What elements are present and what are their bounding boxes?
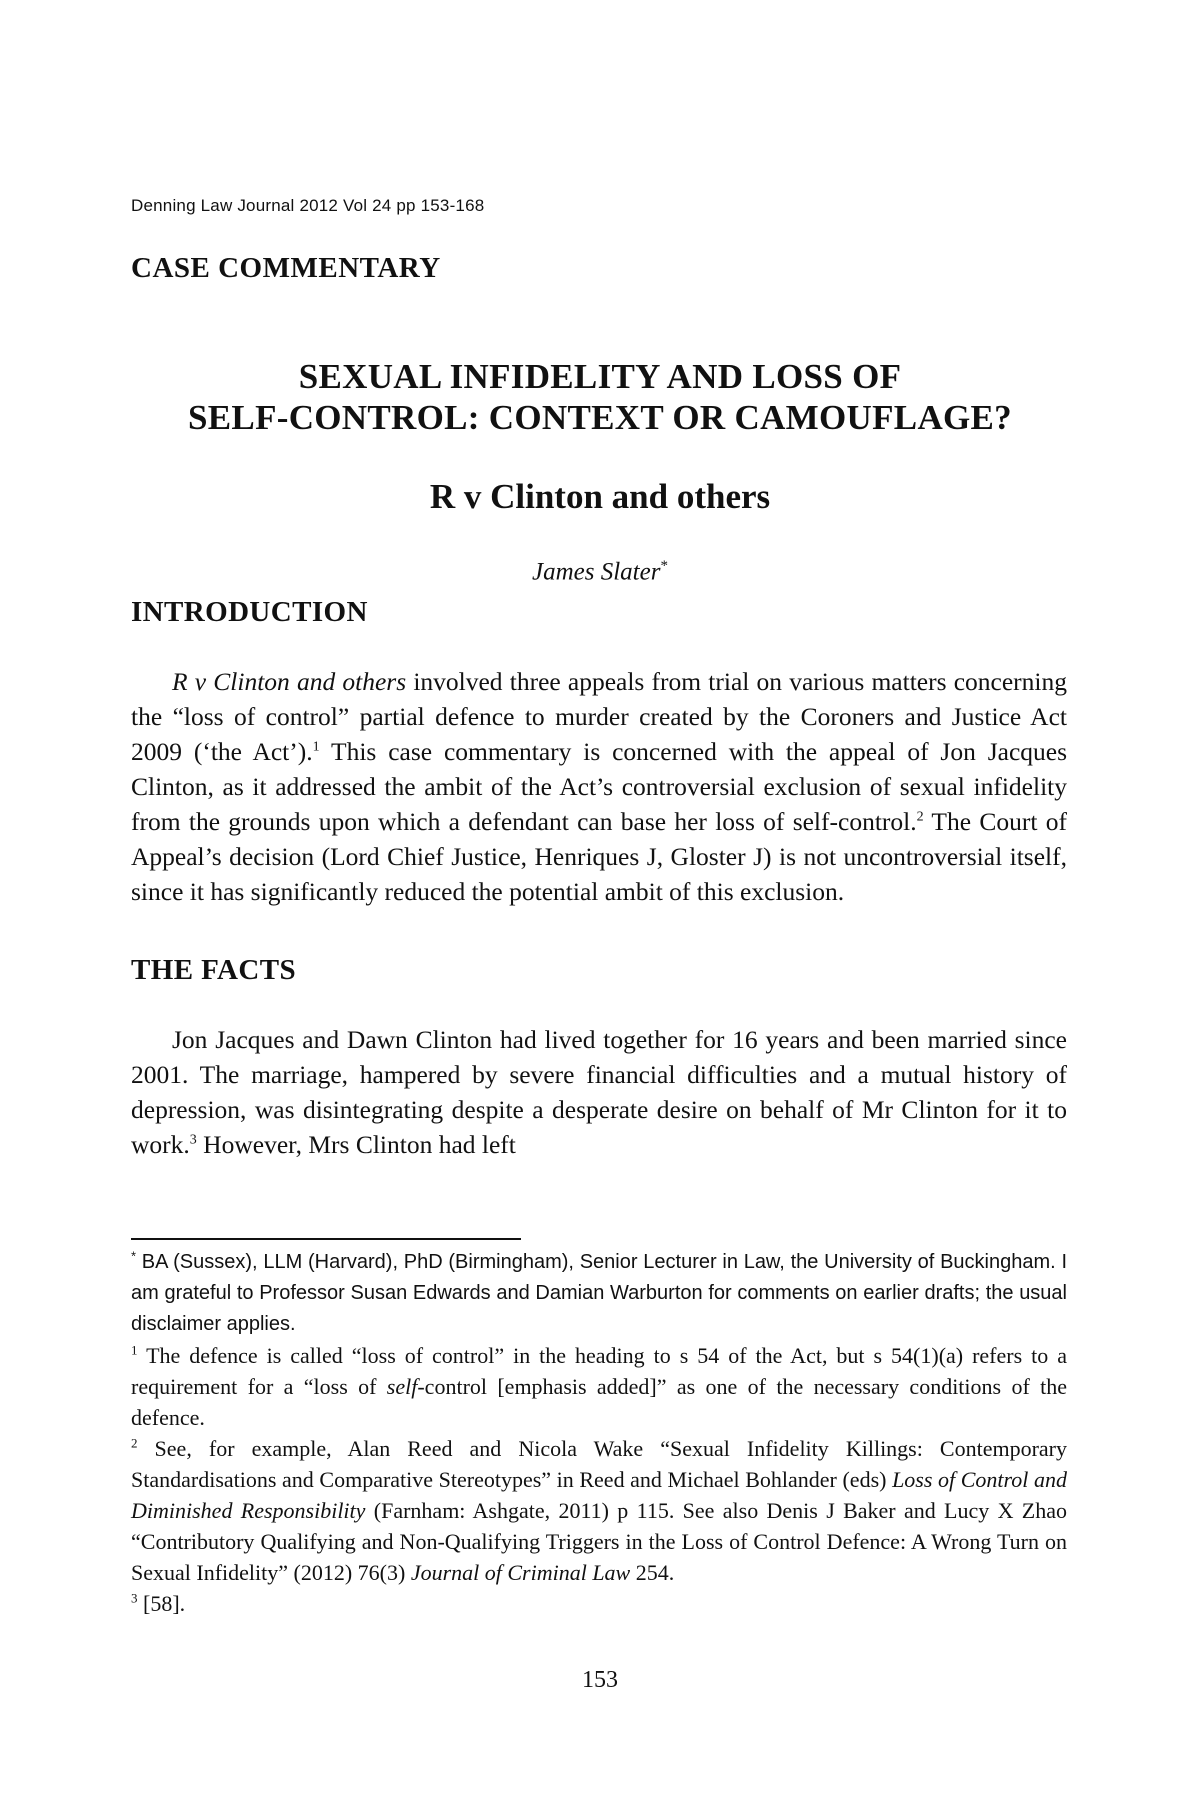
footnote-2-book-title: Loss of Control and Diminished Responsibility bbox=[131, 1467, 1067, 1523]
introduction-text-3: The Court of Appeal’s decision (Lord Chief Justice, Henriques J, Gloster J) is not uncontroversial itself, since it has significantly reduced the potential ambit of this exclusion. bbox=[131, 807, 1067, 906]
footnotes bbox=[131, 1247, 1067, 1619]
footnote-1-italic: self bbox=[386, 1374, 418, 1399]
footnote-divider bbox=[131, 1238, 521, 1240]
introduction-text-1: involved three appeals from trial on various matters concerning the “loss of control” partial defence to murder created by the Coroners and Justice Act 2009 (‘the Act’). bbox=[131, 667, 1067, 766]
running-head: Denning Law Journal 2012 Vol 24 pp 153-168 bbox=[131, 196, 485, 215]
footnote-2-text-end: 254. bbox=[630, 1560, 675, 1585]
facts-text-1: Jon Jacques and Dawn Clinton had lived together for 16 years and been married since 2001. The marriage, hampered by severe financial difficulties and a mutual history of depression, was disintegrating despite a desperate desire on behalf of Mr Clinton for it to work. bbox=[131, 1025, 1067, 1159]
author-footnote-mark: * bbox=[660, 558, 668, 574]
page-number: 153 bbox=[582, 1667, 618, 1693]
footnote-1-mark: 1 bbox=[131, 1342, 138, 1358]
footnote-star bbox=[131, 1247, 1067, 1340]
footnote-2 bbox=[131, 1433, 1067, 1588]
article-title bbox=[130, 356, 1070, 438]
case-name: R v Clinton and others bbox=[429, 477, 771, 516]
footnote-1 bbox=[131, 1340, 1067, 1433]
author-line bbox=[130, 558, 1070, 586]
introduction-paragraph bbox=[131, 664, 1067, 909]
footnote-2-journal-title: Journal of Criminal Law bbox=[410, 1560, 631, 1585]
footnote-3-text: [58]. bbox=[137, 1591, 186, 1616]
facts-paragraph bbox=[131, 1022, 1067, 1162]
footnote-2-text: See, for example, Alan Reed and Nicola Wake “Sexual Infidelity Killings: Contemporary Standardisations and Comparative Stereotypes” in Reed and Michael Bohlander (eds) bbox=[131, 1436, 1067, 1492]
footnote-2-text-mid: (Farnham: Ashgate, 2011) p 115. See also Denis J Baker and Lucy X Zhao “Contributory Qualifying and Non-Qualifying Triggers in the Loss of Control Defence: A Wrong Turn on Sexual Infidelity” (2012) 76(3) bbox=[131, 1498, 1068, 1585]
footnote-1-text-end: -control [emphasis added]” as one of the necessary conditions of the defence. bbox=[131, 1374, 1068, 1430]
footnote-2-mark: 2 bbox=[131, 1435, 138, 1451]
footnote-3-mark: 3 bbox=[131, 1590, 138, 1606]
introduction-heading: INTRODUCTION bbox=[131, 596, 368, 628]
facts-heading: THE FACTS bbox=[131, 954, 297, 986]
footnote-3 bbox=[131, 1588, 1067, 1619]
section-label: CASE COMMENTARY bbox=[131, 252, 441, 284]
author-name: James Slater bbox=[532, 558, 661, 586]
facts-text-2: However, Mrs Clinton had left bbox=[196, 1130, 516, 1159]
footnote-star-text: BA (Sussex), LLM (Harvard), PhD (Birmingham), Senior Lecturer in Law, the University of Buckingham. I am grateful to Professor Susan Edwards and Damian Warburton for comments on earlier drafts; the usual disclaimer applies. bbox=[131, 1251, 1067, 1335]
case-name-italic: R v Clinton and others bbox=[172, 667, 407, 696]
footnote-ref-2: 2 bbox=[916, 809, 924, 825]
article-title-line-1: SEXUAL INFIDELITY AND LOSS OF bbox=[298, 357, 902, 396]
footnote-ref-1: 1 bbox=[312, 739, 320, 755]
footnote-1-text: The defence is called “loss of control” in the heading to s 54 of the Act, but s 54(1)(a) refers to a requirement for a “loss of bbox=[131, 1343, 1067, 1399]
footnote-ref-3: 3 bbox=[189, 1132, 197, 1148]
article-title-line-2: SELF-CONTROL: CONTEXT OR CAMOUFLAGE? bbox=[188, 398, 1012, 437]
introduction-text-2: This case commentary is concerned with the appeal of Jon Jacques Clinton, as it addressed the ambit of the Act’s controversial exclusion of sexual infidelity from the grounds upon which a defendant can base her loss of self-control. bbox=[131, 737, 1068, 836]
footnote-star-mark: * bbox=[131, 1248, 137, 1264]
